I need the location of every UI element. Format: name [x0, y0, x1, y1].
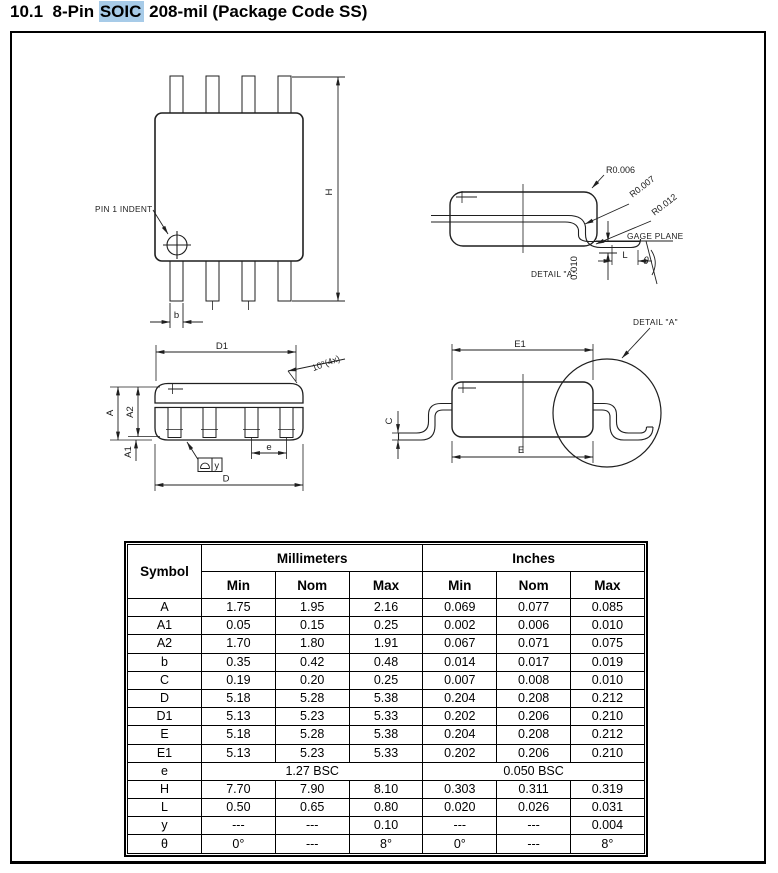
value-cell: 0.80	[349, 799, 423, 817]
value-cell: 5.18	[202, 726, 276, 744]
value-cell: 0.311	[497, 780, 571, 798]
symbol-cell: y	[128, 817, 202, 835]
bottom-pin	[170, 260, 183, 301]
value-cell: 0.010	[570, 671, 644, 689]
value-cell: 0.031	[570, 799, 644, 817]
dim-d1-label: D1	[215, 341, 229, 352]
value-cell: 0.208	[497, 689, 571, 707]
value-cell: 0.19	[202, 671, 276, 689]
section-title	[10, 2, 367, 22]
dim-a-label: A	[105, 409, 116, 417]
body-side-profile	[450, 192, 597, 246]
symbol-cell: E	[128, 726, 202, 744]
title-prefix: 10.1 8-Pin	[10, 2, 99, 21]
dim-a2-label: A2	[125, 406, 136, 418]
value-cell: 0.25	[349, 617, 423, 635]
value-cell: 1.70	[202, 635, 276, 653]
col-header-min-in: Min	[423, 572, 497, 599]
value-cell: ---	[423, 817, 497, 835]
dim-c-label: C	[384, 417, 395, 425]
body-end-profile	[452, 382, 593, 437]
value-cell: 5.38	[349, 689, 423, 707]
value-cell: 0.010	[570, 617, 644, 635]
value-cell: 0.65	[275, 799, 349, 817]
value-cell: 0.069	[423, 599, 497, 617]
value-cell: 5.13	[202, 744, 276, 762]
value-cell: ---	[275, 817, 349, 835]
theta-label: θ	[643, 256, 649, 267]
value-cell: 1.80	[275, 635, 349, 653]
value-cell: 0.019	[570, 653, 644, 671]
dim-e-label: E	[517, 445, 525, 456]
table-row	[128, 635, 645, 653]
value-cell: 0.48	[349, 653, 423, 671]
value-cell: 0.35	[202, 653, 276, 671]
symbol-cell: e	[128, 762, 202, 780]
millimeters-header: Millimeters	[202, 545, 423, 572]
radius-upper-label: R0.007	[627, 173, 657, 200]
bottom-pin	[206, 260, 219, 301]
table-row	[128, 799, 645, 817]
value-cell: ---	[497, 835, 571, 853]
symbol-cell: A2	[128, 635, 202, 653]
bottom-pin	[278, 260, 291, 301]
col-header-max-mm: Max	[349, 572, 423, 599]
value-cell: 5.23	[275, 744, 349, 762]
value-cell: 2.16	[349, 599, 423, 617]
dim-h-label: H	[324, 188, 335, 196]
symbol-cell: θ	[128, 835, 202, 853]
inches-header: Inches	[423, 545, 644, 572]
value-cell: 0.204	[423, 689, 497, 707]
col-header-nom-mm: Nom	[275, 572, 349, 599]
value-cell: 0.42	[275, 653, 349, 671]
value-cell: 0.014	[423, 653, 497, 671]
value-cell: 5.33	[349, 708, 423, 726]
dim-e1-label: E1	[514, 339, 526, 350]
value-cell: 0.204	[423, 726, 497, 744]
radius-lower-label: R0.012	[649, 191, 679, 218]
right-lead	[593, 404, 647, 434]
value-cell: 5.38	[349, 726, 423, 744]
table-row	[128, 762, 645, 780]
table-row	[128, 817, 645, 835]
col-header-nom-in: Nom	[497, 572, 571, 599]
front-view	[105, 341, 345, 491]
value-cell: 5.28	[275, 689, 349, 707]
value-cell: ---	[202, 817, 276, 835]
dimension-table-body	[128, 599, 645, 854]
value-cell: 8°	[570, 835, 644, 853]
value-cell: 0.10	[349, 817, 423, 835]
left-lead	[399, 404, 453, 434]
col-header-min-mm: Min	[202, 572, 276, 599]
top-pin	[170, 76, 183, 114]
value-cell: 0.210	[570, 744, 644, 762]
title-suffix: 208-mil (Package Code SS)	[144, 2, 368, 21]
value-cell: 0°	[423, 835, 497, 853]
value-cell: 0°	[202, 835, 276, 853]
table-row	[128, 653, 645, 671]
dimension-table	[127, 544, 645, 854]
table-row	[128, 689, 645, 707]
value-cell: 0.05	[202, 617, 276, 635]
table-row	[128, 599, 645, 617]
table-row	[128, 671, 645, 689]
value-cell: 0.008	[497, 671, 571, 689]
value-cell: 0.208	[497, 726, 571, 744]
value-cell: 0.15	[275, 617, 349, 635]
symbol-cell: A	[128, 599, 202, 617]
lead-detail-view	[431, 165, 684, 284]
value-cell: 0.002	[423, 617, 497, 635]
value-cell: 5.28	[275, 726, 349, 744]
value-cell: 8.10	[349, 780, 423, 798]
value-cell: 0.050 BSC	[423, 762, 644, 780]
value-cell: 0.202	[423, 744, 497, 762]
value-cell: 5.13	[202, 708, 276, 726]
value-cell: 1.75	[202, 599, 276, 617]
table-row	[128, 835, 645, 853]
pin1-indent-label: PIN 1 INDENT	[95, 204, 153, 214]
value-cell: 0.026	[497, 799, 571, 817]
value-cell: 0.210	[570, 708, 644, 726]
col-header-max-in: Max	[570, 572, 644, 599]
dim-b-label: b	[173, 310, 180, 321]
value-cell: 0.319	[570, 780, 644, 798]
value-cell: 0.017	[497, 653, 571, 671]
symbol-header: Symbol	[128, 545, 202, 599]
table-row	[128, 726, 645, 744]
top-pin	[206, 76, 219, 114]
value-cell: 5.33	[349, 744, 423, 762]
value-cell: 0.004	[570, 817, 644, 835]
value-cell: 0.085	[570, 599, 644, 617]
dim-standoff-label: 0.010	[569, 256, 580, 280]
dim-e-pitch-label: e	[266, 442, 272, 453]
symbol-cell: D	[128, 689, 202, 707]
value-cell: 0.006	[497, 617, 571, 635]
value-cell: 0.212	[570, 726, 644, 744]
symbol-cell: D1	[128, 708, 202, 726]
value-cell: 1.27 BSC	[202, 762, 423, 780]
value-cell: 0.206	[497, 744, 571, 762]
value-cell: 0.20	[275, 671, 349, 689]
table-row	[128, 744, 645, 762]
value-cell: 1.95	[275, 599, 349, 617]
value-cell: 0.202	[423, 708, 497, 726]
value-cell: 0.303	[423, 780, 497, 798]
dim-a1-label: A1	[123, 446, 134, 458]
dim-y-label: y	[214, 460, 220, 472]
table-row	[128, 617, 645, 635]
dim-d-label: D	[222, 473, 230, 485]
value-cell: 5.18	[202, 689, 276, 707]
value-cell: ---	[497, 817, 571, 835]
value-cell: 0.077	[497, 599, 571, 617]
top-view	[95, 76, 345, 328]
value-cell: 1.91	[349, 635, 423, 653]
seating-plane-frame	[187, 442, 222, 472]
gage-plane-label: GAGE PLANE	[627, 231, 684, 241]
value-cell: 0.075	[570, 635, 644, 653]
dimension-table-wrapper	[124, 541, 648, 857]
symbol-cell: L	[128, 799, 202, 817]
top-pin	[278, 76, 291, 114]
value-cell: 0.25	[349, 671, 423, 689]
symbol-cell: C	[128, 671, 202, 689]
draft-angle-label: 10°(4x)	[310, 353, 342, 374]
symbol-cell: H	[128, 780, 202, 798]
value-cell: 8°	[349, 835, 423, 853]
value-cell: 0.206	[497, 708, 571, 726]
value-cell: 0.007	[423, 671, 497, 689]
value-cell: 7.90	[275, 780, 349, 798]
value-cell: 5.23	[275, 708, 349, 726]
detail-a-label: DETAIL "A"	[531, 269, 576, 279]
value-cell: ---	[275, 835, 349, 853]
value-cell: 0.212	[570, 689, 644, 707]
detail-a-label-2: DETAIL "A"	[633, 317, 678, 327]
body-upper-half	[155, 384, 303, 404]
top-pin	[242, 76, 255, 114]
dim-l-label: L	[622, 250, 628, 261]
value-cell: 0.067	[423, 635, 497, 653]
value-cell: 0.071	[497, 635, 571, 653]
value-cell: 7.70	[202, 780, 276, 798]
title-highlight: SOIC	[99, 1, 145, 22]
end-view	[384, 317, 678, 467]
symbol-cell: b	[128, 653, 202, 671]
value-cell: 0.50	[202, 799, 276, 817]
front-pins	[166, 408, 295, 438]
table-row	[128, 780, 645, 798]
symbol-cell: E1	[128, 744, 202, 762]
radius-top-label: R0.006	[606, 165, 636, 175]
bottom-pin	[242, 260, 255, 301]
value-cell: 0.020	[423, 799, 497, 817]
symbol-cell: A1	[128, 617, 202, 635]
table-row	[128, 708, 645, 726]
